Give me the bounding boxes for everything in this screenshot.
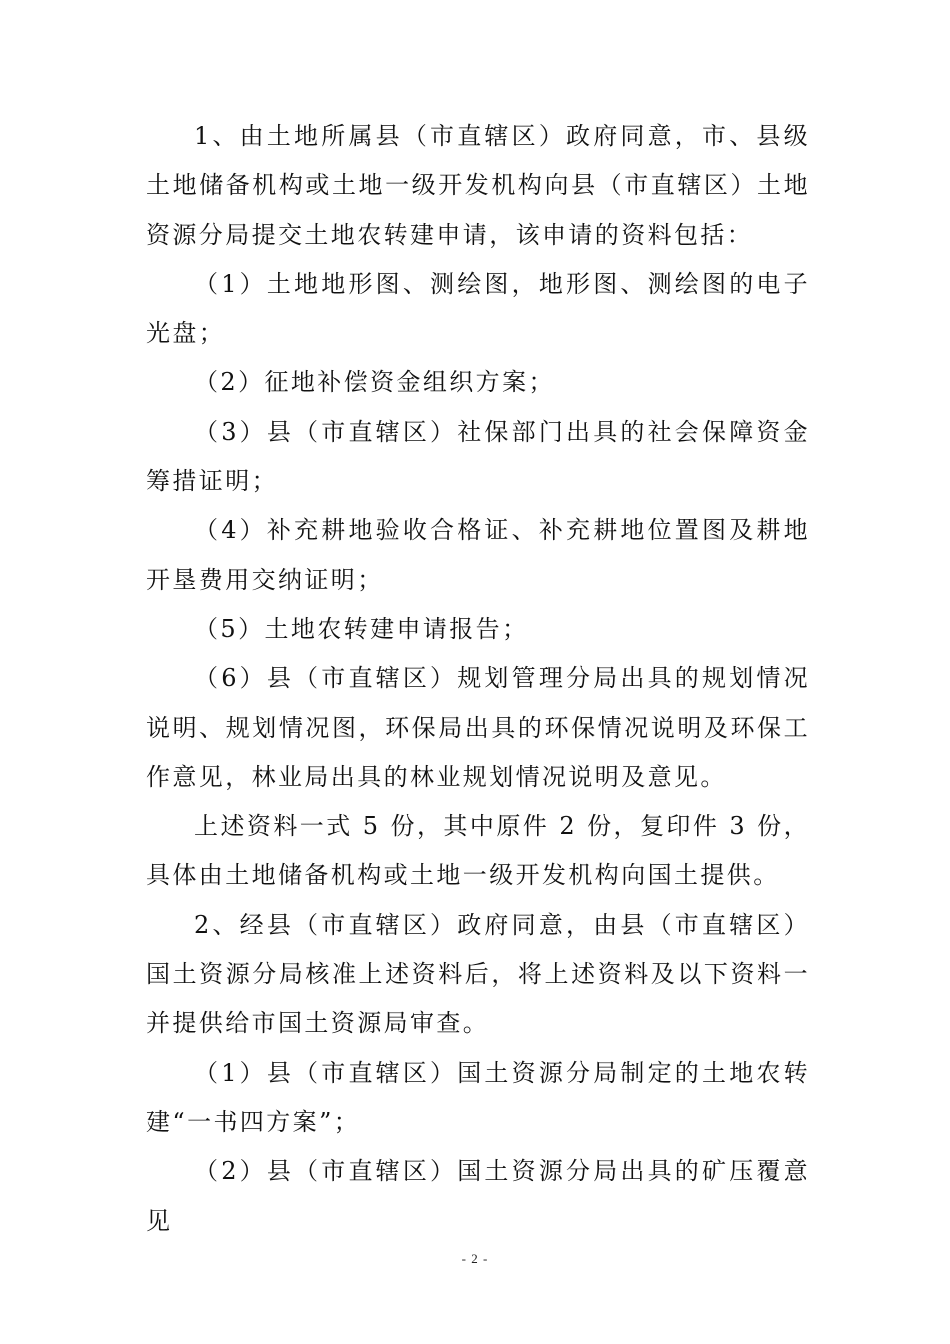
paragraph-item-2: 2、经县（市直辖区）政府同意，由县（市直辖区）国土资源分局核准上述资料后，将上述资料及以下资料一并提供给市国土资源局审查。 <box>146 910 810 1038</box>
paragraph-subitem-6: （6）县（市直辖区）规划管理分局出具的规划情况说明、规划情况图，环保局出具的环保情况说明及环保工作意见，林业局出具的林业规划情况说明及意见。 <box>146 664 810 791</box>
paragraph-item-1: 1、由土地所属县（市直辖区）政府同意，市、县级土地储备机构或土地一级开发机构向县（市直辖区）土地资源分局提交土地农转建申请，该申请的资料包括： <box>146 122 810 249</box>
paragraph-subitem-3: （3）县（市直辖区）社保部门出具的社会保障资金筹措证明； <box>146 417 810 496</box>
document-body <box>146 112 810 1246</box>
paragraph-item-2-subitem-2: （2）县（市直辖区）国土资源分局出具的矿压覆意见 <box>146 1157 810 1235</box>
paragraph-subitem-5: （5）土地农转建申请报告； <box>194 614 529 643</box>
paragraph-subitem-4: （4）补充耕地验收合格证、补充耕地位置图及耕地开垦费用交纳证明； <box>146 516 810 594</box>
page-number: - 2 - <box>461 1251 489 1266</box>
paragraph-subitem-2: （2）征地补偿资金组织方案； <box>194 368 555 397</box>
paragraph-subitem-1: （1）土地地形图、测绘图，地形图、测绘图的电子光盘； <box>146 269 810 348</box>
paragraph-item-2-subitem-1: （1）县（市直辖区）国土资源分局制定的土地农转建“一书四方案”； <box>146 1058 810 1136</box>
paragraph-copies-note: 上述资料一式 5 份，其中原件 2 份，复印件 3 份，具体由土地储备机构或土地一级开发机构向国土提供。 <box>146 812 810 890</box>
